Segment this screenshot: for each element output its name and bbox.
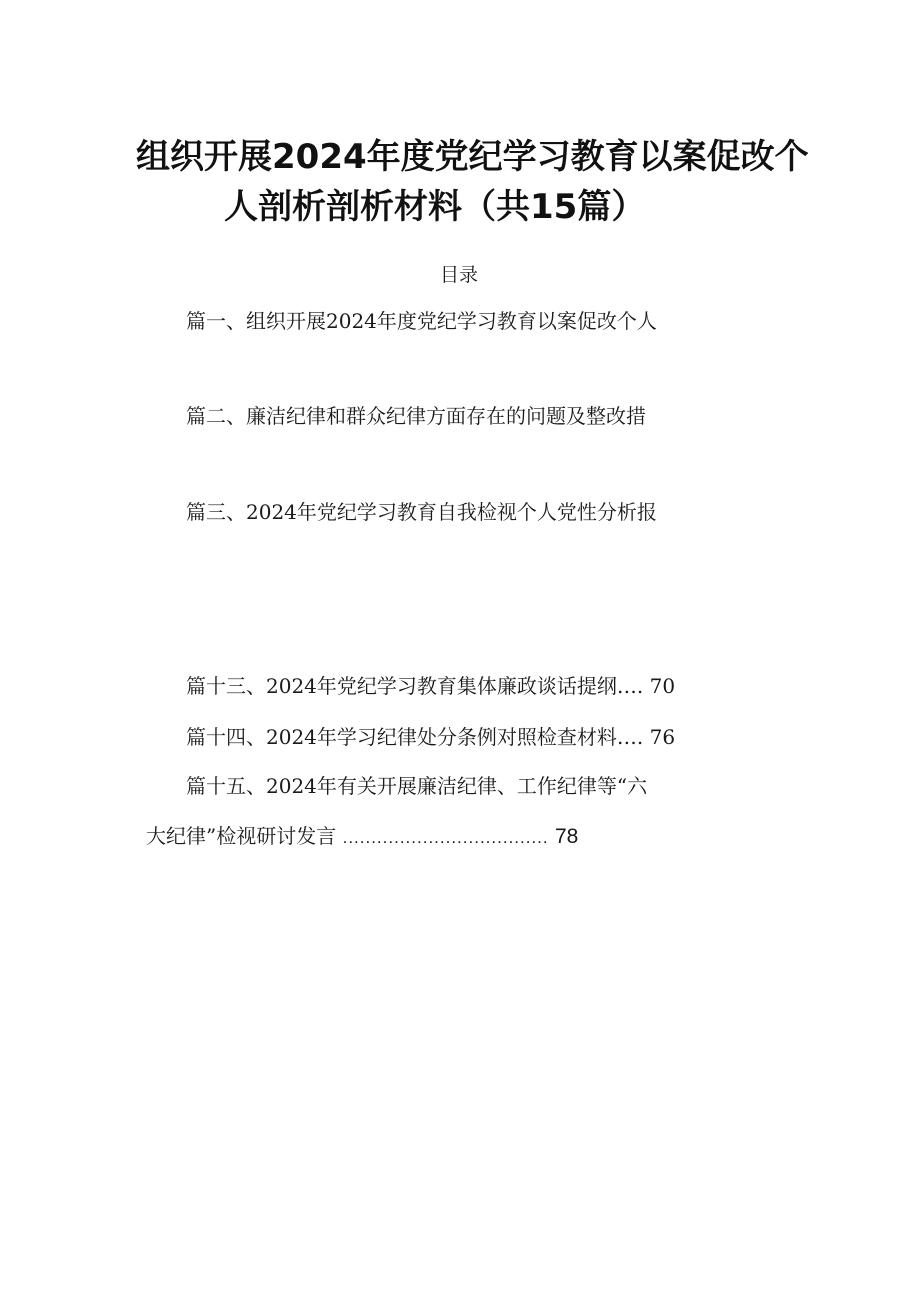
toc-leader-dots: .................................... [342, 828, 549, 847]
document-title-line-2: 人剖析剖析材料（共15篇） [224, 187, 646, 227]
document-title-line-1: 组织开展2024年度党纪学习教育以案促改个 [136, 137, 809, 177]
toc-page-number: 78 [555, 825, 579, 848]
toc-entry[interactable]: 篇三、2024年党纪学习教育自我检视个人党性分析报 [186, 500, 657, 524]
toc-entry[interactable]: 篇二、廉洁纪律和群众纪律方面存在的问题及整改措 [186, 404, 646, 428]
toc-entry[interactable]: 篇十三、2024年党纪学习教育集体廉政谈话提纲…. 70 [186, 674, 676, 698]
toc-entry[interactable]: 篇十五、2024年有关开展廉洁纪律、工作纪律等“六 [186, 774, 648, 798]
toc-entry-text: 大纪律”检视研讨发言 [146, 824, 337, 848]
toc-entry[interactable]: 篇十四、2024年学习纪律处分条例对照检查材料…. 76 [186, 725, 676, 749]
toc-entry[interactable]: 篇一、组织开展2024年度党纪学习教育以案促改个人 [186, 309, 657, 333]
toc-entry-continued[interactable] [146, 826, 578, 847]
toc-heading: 目录 [440, 264, 479, 286]
